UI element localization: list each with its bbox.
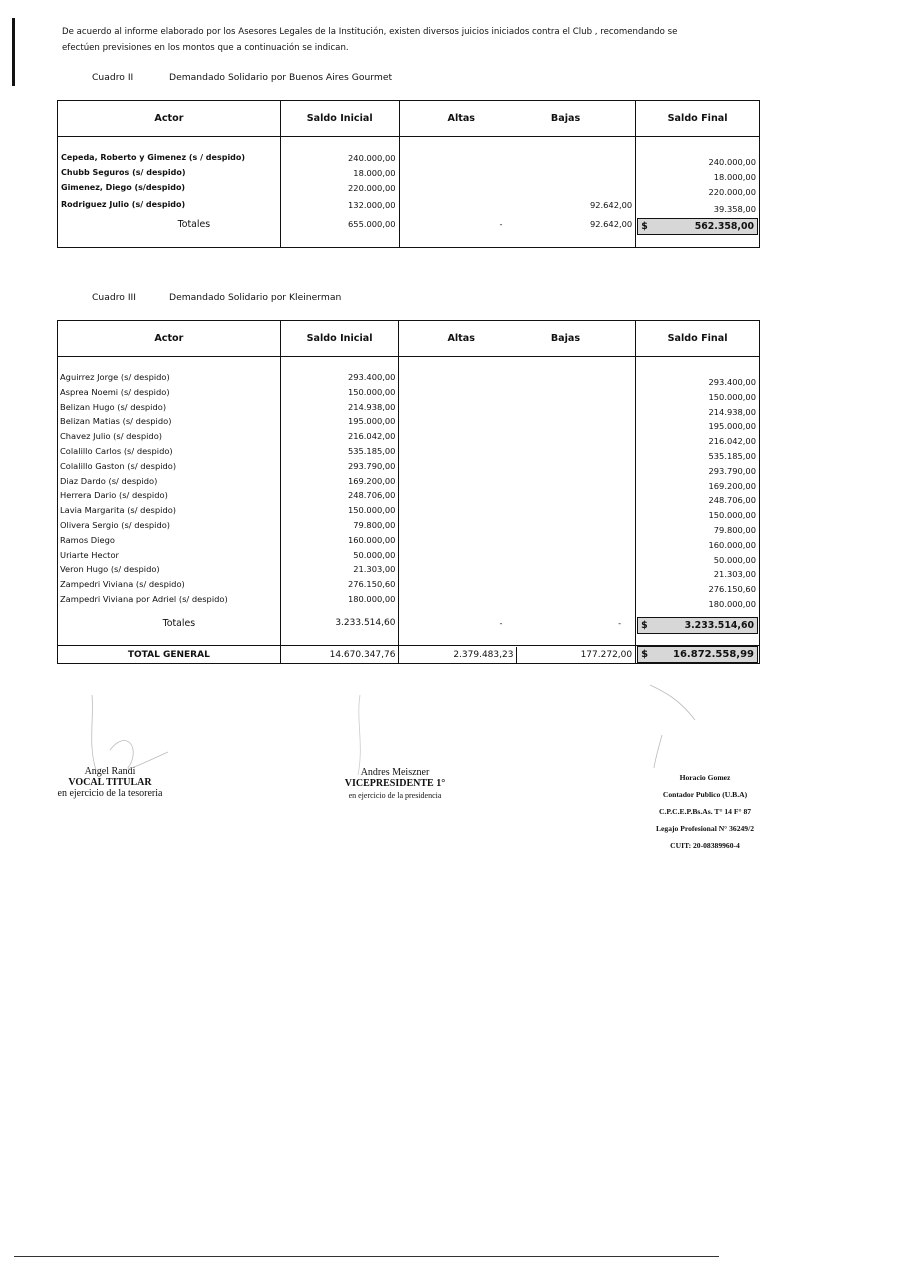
cell-value: 535.185,00 xyxy=(347,445,396,456)
cuadro2-table xyxy=(57,100,760,248)
cuadro2-totals-altas-bajas xyxy=(399,217,636,245)
total-value: 16.872.558,99 xyxy=(673,649,754,661)
cuadro2-saldo-inicial-col xyxy=(280,137,399,218)
cuadro3-totals-saldo-inicial: 3.233.514,60 xyxy=(280,612,399,646)
cell-value: 535.185,00 xyxy=(708,450,756,461)
header-altas: Altas xyxy=(447,333,475,344)
list-item: Belizan Hugo (s/ despido) xyxy=(60,401,167,412)
cuadro3-actor-col xyxy=(58,357,281,612)
list-item: Aguirrez Jorge (s/ despido) xyxy=(60,372,170,382)
list-item: Rodriguez Julio (s/ despido) xyxy=(61,200,186,210)
currency-sign: $ xyxy=(641,221,648,233)
cell-value: 293.400,00 xyxy=(708,377,756,387)
list-item: Belizan Matias (s/ despido) xyxy=(60,416,172,427)
intro-line-1: De acuerdo al informe elaborado por los Asesores Legales de la Institución, existen diversos juicios iniciados contra el Club , recomendando se xyxy=(62,27,678,37)
currency-sign: $ xyxy=(641,619,648,631)
cuadro3-totals-altas-bajas xyxy=(399,612,636,646)
header-altas-bajas xyxy=(399,101,636,137)
cell-value: 150.000,00 xyxy=(708,391,756,402)
cell-value: 214.938,00 xyxy=(347,401,396,412)
header-saldo-inicial: Saldo Inicial xyxy=(280,321,399,357)
cuadro3-saldo-inicial-col xyxy=(280,357,399,612)
list-item: Chubb Seguros (s/ despido) xyxy=(61,167,186,177)
signer-title: VOCAL TITULAR xyxy=(68,777,152,788)
margin-mark xyxy=(12,18,15,86)
total-general-saldo-inicial: 14.670.347,76 xyxy=(280,646,399,664)
cuadro3-saldo-final-col xyxy=(636,357,760,612)
intro-line-2: efectúen previsiones en los montos que a continuación se indican. xyxy=(62,43,349,53)
total-value: 3.233.514,60 xyxy=(684,619,754,631)
cuadro2-totals-label: Totales xyxy=(58,217,281,245)
header-actor: Actor xyxy=(58,101,281,137)
total-general-altas-bajas xyxy=(399,646,636,664)
intro-paragraph xyxy=(62,24,682,56)
list-item: Gimenez, Diego (s/despido) xyxy=(61,182,186,192)
list-item: Diaz Dardo (s/ despido) xyxy=(60,475,158,486)
cell-value: 276.150,60 xyxy=(347,579,396,590)
header-altas: Altas xyxy=(447,113,476,124)
cell-value: 216.042,00 xyxy=(708,436,756,447)
cell-value: 276.150,60 xyxy=(708,584,756,595)
cell-value: 195.000,00 xyxy=(347,416,396,427)
cell-value: 220.000,00 xyxy=(348,182,396,193)
signer-name: Horacio Gomez xyxy=(679,773,731,782)
list-item: Colalillo Carlos (s/ despido) xyxy=(60,445,173,456)
cuadro3-title: Demandado Solidario por Kleinerman xyxy=(169,292,342,303)
cell-value: 150.000,00 xyxy=(347,505,396,516)
cell-value: 21.303,00 xyxy=(353,564,396,575)
header-altas-bajas xyxy=(399,321,636,357)
cell-value: 216.042,00 xyxy=(347,431,396,442)
cell-value: 195.000,00 xyxy=(708,421,756,432)
header-saldo-final: Saldo Final xyxy=(636,101,760,137)
cell-value: 293.400,00 xyxy=(347,372,396,382)
total-general-bajas: 177.272,00 xyxy=(580,649,633,660)
cell-value: 220.000,00 xyxy=(708,186,756,197)
signer-credential: Contador Publico (U.B.A) xyxy=(662,790,748,799)
cell-value: 293.790,00 xyxy=(347,460,396,471)
total-general-label: TOTAL GENERAL xyxy=(58,646,281,664)
list-item: Zampedri Viviana (s/ despido) xyxy=(60,579,185,590)
list-item: Lavia Margarita (s/ despido) xyxy=(60,505,177,516)
cell-value: 240.000,00 xyxy=(348,153,396,163)
signer-credential: CUIT: 20-08389960-4 xyxy=(670,841,740,850)
list-item: Chavez Julio (s/ despido) xyxy=(60,431,163,442)
cell-value: 248.706,00 xyxy=(708,495,756,506)
cell-value: 50.000,00 xyxy=(353,549,396,560)
cell-value: 92.642,00 xyxy=(589,200,633,211)
cell-value: 169.200,00 xyxy=(708,480,756,491)
total-general-altas: 2.379.483,23 xyxy=(399,647,517,663)
cell-value: 180.000,00 xyxy=(708,598,756,609)
cell-value: 160.000,00 xyxy=(708,539,756,550)
handwritten-signature-scribble xyxy=(340,690,380,780)
cuadro2-saldo-final-col xyxy=(636,137,760,218)
list-item: Uriarte Hector xyxy=(60,549,119,560)
cuadro2-label: Cuadro II xyxy=(92,72,134,83)
cuadro3-label: Cuadro III xyxy=(92,292,136,303)
cuadro2-altas-bajas-col xyxy=(399,137,636,218)
total-general-saldo-final xyxy=(636,646,760,664)
signer-name: Angel Randi xyxy=(84,766,136,777)
list-item: Colalillo Gaston (s/ despido) xyxy=(60,460,177,471)
list-item: Zampedri Viviana por Adriel (s/ despido) xyxy=(60,593,228,604)
total-value: 562.358,00 xyxy=(694,221,754,233)
cuadro3-totals-saldo-final xyxy=(636,612,760,646)
header-saldo-inicial: Saldo Inicial xyxy=(280,101,399,137)
highlight-box xyxy=(637,646,758,663)
highlight-box xyxy=(637,218,758,235)
cuadro3-totals-label: Totales xyxy=(58,612,281,646)
cell-value: 50.000,00 xyxy=(713,554,756,565)
list-item: Veron Hugo (s/ despido) xyxy=(60,564,160,575)
signer-role: en ejercicio de la tesoreria xyxy=(57,788,163,799)
cuadro3-altas-bajas-col xyxy=(399,357,636,612)
cell-value: 79.800,00 xyxy=(353,519,396,530)
cell-value: 180.000,00 xyxy=(347,593,396,604)
handwritten-signature-scribble xyxy=(640,680,700,770)
list-item: Herrera Dario (s/ despido) xyxy=(60,490,168,501)
list-item: Cepeda, Roberto y Gimenez (s / despido) xyxy=(61,153,246,162)
cuadro2-title: Demandado Solidario por Buenos Aires Gourmet xyxy=(169,72,393,83)
cell-value: 214.938,00 xyxy=(708,406,756,417)
signer-name: Andres Meiszner xyxy=(360,767,430,778)
cell-value: 150.000,00 xyxy=(347,386,396,397)
totals-altas: - xyxy=(499,617,503,628)
list-item: Ramos Diego xyxy=(60,534,115,545)
cell-value: 150.000,00 xyxy=(708,510,756,521)
cell-value: 169.200,00 xyxy=(347,475,396,486)
cell-value: 293.790,00 xyxy=(708,465,756,476)
currency-sign: $ xyxy=(641,649,649,661)
cell-value: 18.000,00 xyxy=(713,171,756,182)
signer-title: VICEPRESIDENTE 1° xyxy=(344,778,446,789)
header-bajas: Bajas xyxy=(550,333,581,344)
cell-value: 132.000,00 xyxy=(348,200,396,211)
header-saldo-final: Saldo Final xyxy=(636,321,760,357)
signer-credential: Legajo Profesional N° 36249/2 xyxy=(655,824,755,833)
cell-value: 248.706,00 xyxy=(347,490,396,501)
handwritten-signature-scribble xyxy=(80,690,180,780)
totals-bajas: 92.642,00 xyxy=(589,219,633,230)
cell-value: 240.000,00 xyxy=(708,157,756,167)
cell-value: 160.000,00 xyxy=(347,534,396,545)
cell-value: 21.303,00 xyxy=(713,569,756,580)
header-bajas: Bajas xyxy=(550,113,581,124)
header-actor: Actor xyxy=(58,321,281,357)
totals-bajas: - xyxy=(618,617,622,628)
cuadro2-totals-saldo-final xyxy=(636,217,760,245)
cuadro3-table xyxy=(57,320,760,664)
cell-value: 39.358,00 xyxy=(713,204,756,215)
list-item: Asprea Noemi (s/ despido) xyxy=(60,386,170,397)
bottom-rule xyxy=(14,1256,719,1257)
signer-role: en ejercicio de la presidencia xyxy=(348,791,442,800)
highlight-box xyxy=(637,617,758,634)
totals-altas: - xyxy=(499,219,503,230)
cell-value: 79.800,00 xyxy=(713,524,756,535)
cuadro2-actor-col xyxy=(58,137,281,218)
cuadro2-totals-saldo-inicial: 655.000,00 xyxy=(280,217,399,245)
cell-value: 18.000,00 xyxy=(353,167,396,178)
list-item: Olivera Sergio (s/ despido) xyxy=(60,519,171,530)
signer-credential: C.P.C.E.P.Bs.As. T° 14 F° 87 xyxy=(658,807,752,816)
signature-right xyxy=(610,769,800,854)
